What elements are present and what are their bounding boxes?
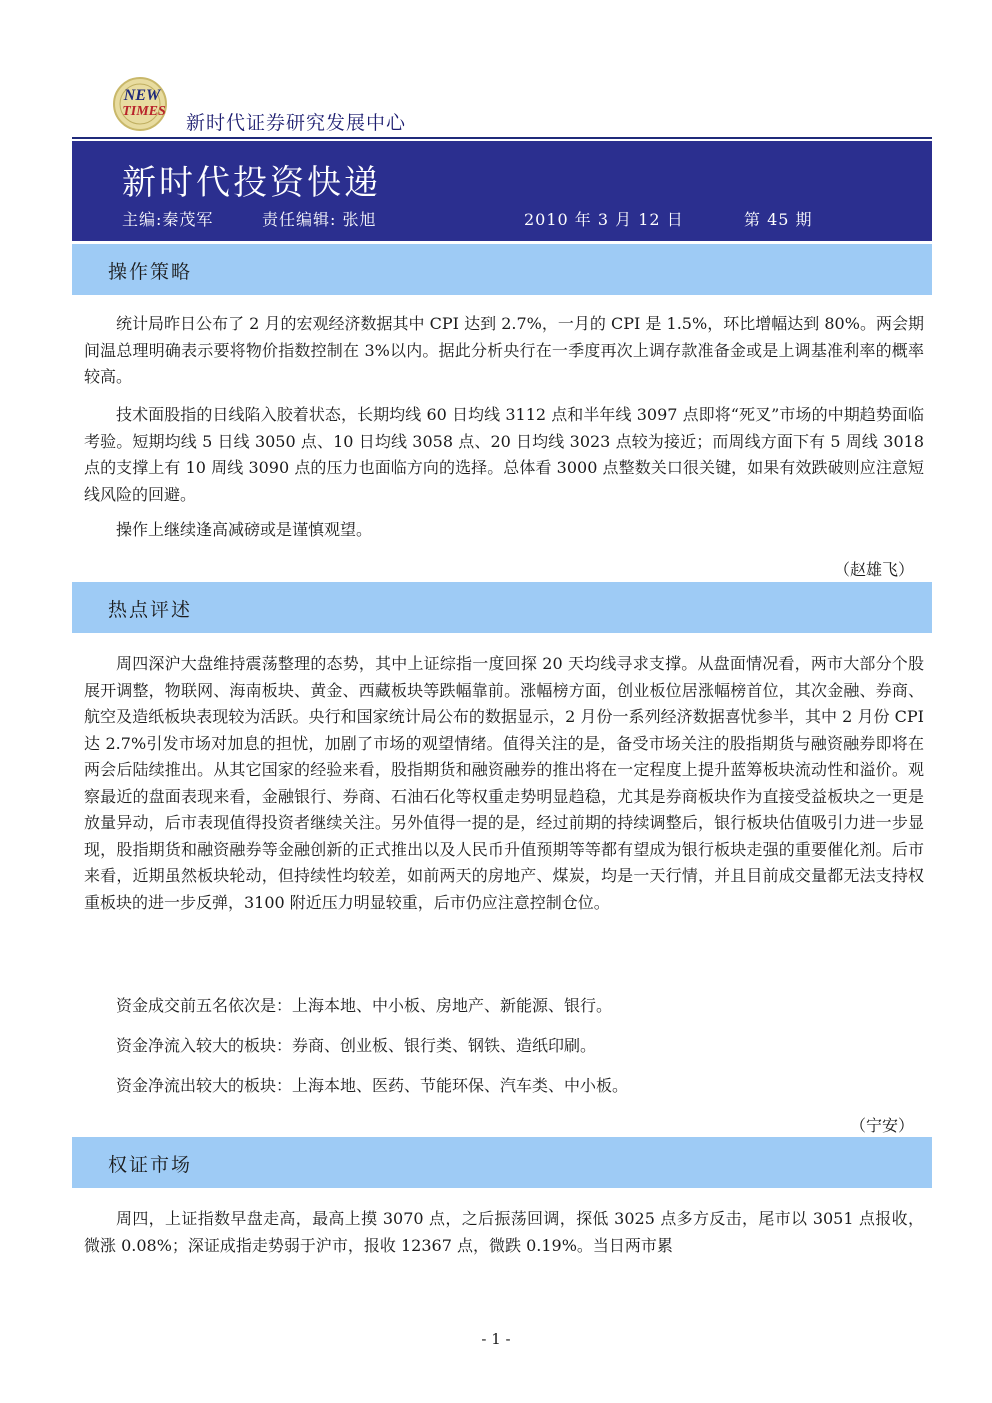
new-times-logo — [104, 76, 182, 132]
page-number: - 1 - — [481, 1330, 511, 1348]
paragraph: 资金净流入较大的板块：券商、创业板、银行类、钢铁、造纸印刷。 — [116, 1036, 597, 1055]
header-rule — [72, 137, 932, 139]
section-title: 热点评述 — [108, 599, 193, 621]
paragraph: 周四，上证指数早盘走高，最高上摸 3070 点，之后振荡回调，探低 3025 点多方反击，尾市以 3051 点报收，微涨 0.08%；深证成指走势弱于沪市，报收 12367 点，微跌 0.19%。当日两市累 — [84, 1209, 924, 1255]
org-name: 新时代证券研究发展中心 — [186, 112, 407, 134]
section-bar-warrants — [72, 1137, 932, 1188]
logo-text-new: NEW — [123, 87, 161, 104]
paragraph: 操作上继续逢高减磅或是谨慎观望。 — [116, 520, 373, 539]
issue-number: 第 45 期 — [744, 210, 813, 229]
paragraph: 统计局昨日公布了 2 月的宏观经济数据其中 CPI 达到 2.7%，一月的 CPI 是 1.5%，环比增幅达到 80%。两会期间温总理明确表示要将物价指数控制在 3%以内。据此分析央行在一季度再次上调存款准备金或是上调基准利率的概率较高。 — [84, 314, 924, 386]
section-title: 操作策略 — [108, 261, 193, 283]
logo-text-times: TIMES — [122, 104, 166, 119]
newsletter-title: 新时代投资快递 — [122, 163, 381, 203]
paragraph: 资金成交前五名依次是：上海本地、中小板、房地产、新能源、银行。 — [116, 996, 613, 1015]
section-bar-hot-topics — [72, 582, 932, 633]
paragraph: 周四深沪大盘维持震荡整理的态势，其中上证综指一度回探 20 天均线寻求支撑。从盘面情况看，两市大部分个股展开调整，物联网、海南板块、黄金、西藏板块等跌幅靠前。涨幅榜方面，创业板位居涨幅榜首位，其次金融、券商、航空及造纸板块表现较为活跃。央行和国家统计局公布的数据显示，2 月份一系列经济数据喜忧参半，其中 2 月份 CPI 达 2.7%引发市场对加息的担忧，加剧了市场的观望情绪。值得关注的是，备受市场关注的股指期货与融资融券即将在两会后陆续推出。从其它国家的经验来看，股指期货和融资融券的推出将在一定程度上提升蓝筹板块流动性和溢价。观察最近的盘面表现来看，金融银行、券商、石油石化等权重走势明显趋稳，尤其是券商板块作为直接受益板块之一更是放量异动，后市表现值得投资者继续关注。另外值得一提的是，经过前期的持续调整后，银行板块估值吸引力进一步显现，股指期货和融资融券等金融创新的正式推出以及人民币升值预期等等都有望成为银行板块走强的重要催化剂。后市来看，近期虽然板块轮动，但持续性均较差，如前两天的房地产、煤炭，均是一天行情，并且目前成交量都无法支持权重板块的进一步反弹，3100 附近压力明显较重，后市仍应注意控制仓位。 — [84, 654, 924, 912]
issue-date: 2010 年 3 月 12 日 — [524, 210, 684, 229]
paragraph: 资金净流出较大的板块：上海本地、医药、节能环保、汽车类、中小板。 — [116, 1076, 629, 1095]
title-banner — [72, 141, 932, 241]
section-bar-strategy — [72, 244, 932, 295]
responsible-editor: 责任编辑: 张旭 — [262, 210, 377, 229]
chief-editor: 主编:秦茂军 — [122, 210, 214, 229]
author-byline: （赵雄飞） — [833, 560, 914, 579]
section-title: 权证市场 — [108, 1154, 193, 1176]
author-byline: （宁安） — [849, 1116, 914, 1135]
paragraph: 技术面股指的日线陷入胶着状态，长期均线 60 日均线 3112 点和半年线 3097 点即将“死叉”市场的中期趋势面临考验。短期均线 5 日线 3050 点、10 日均线 3058 点、20 日均线 3023 点较为接近；而周线方面下有 5 周线 3018 点的支撑上有 10 周线 3090 点的压力也面临方向的选择。总体看 3000 点整数关口很关键，如果有效跌破则应注意短线风险的回避。 — [84, 405, 924, 504]
